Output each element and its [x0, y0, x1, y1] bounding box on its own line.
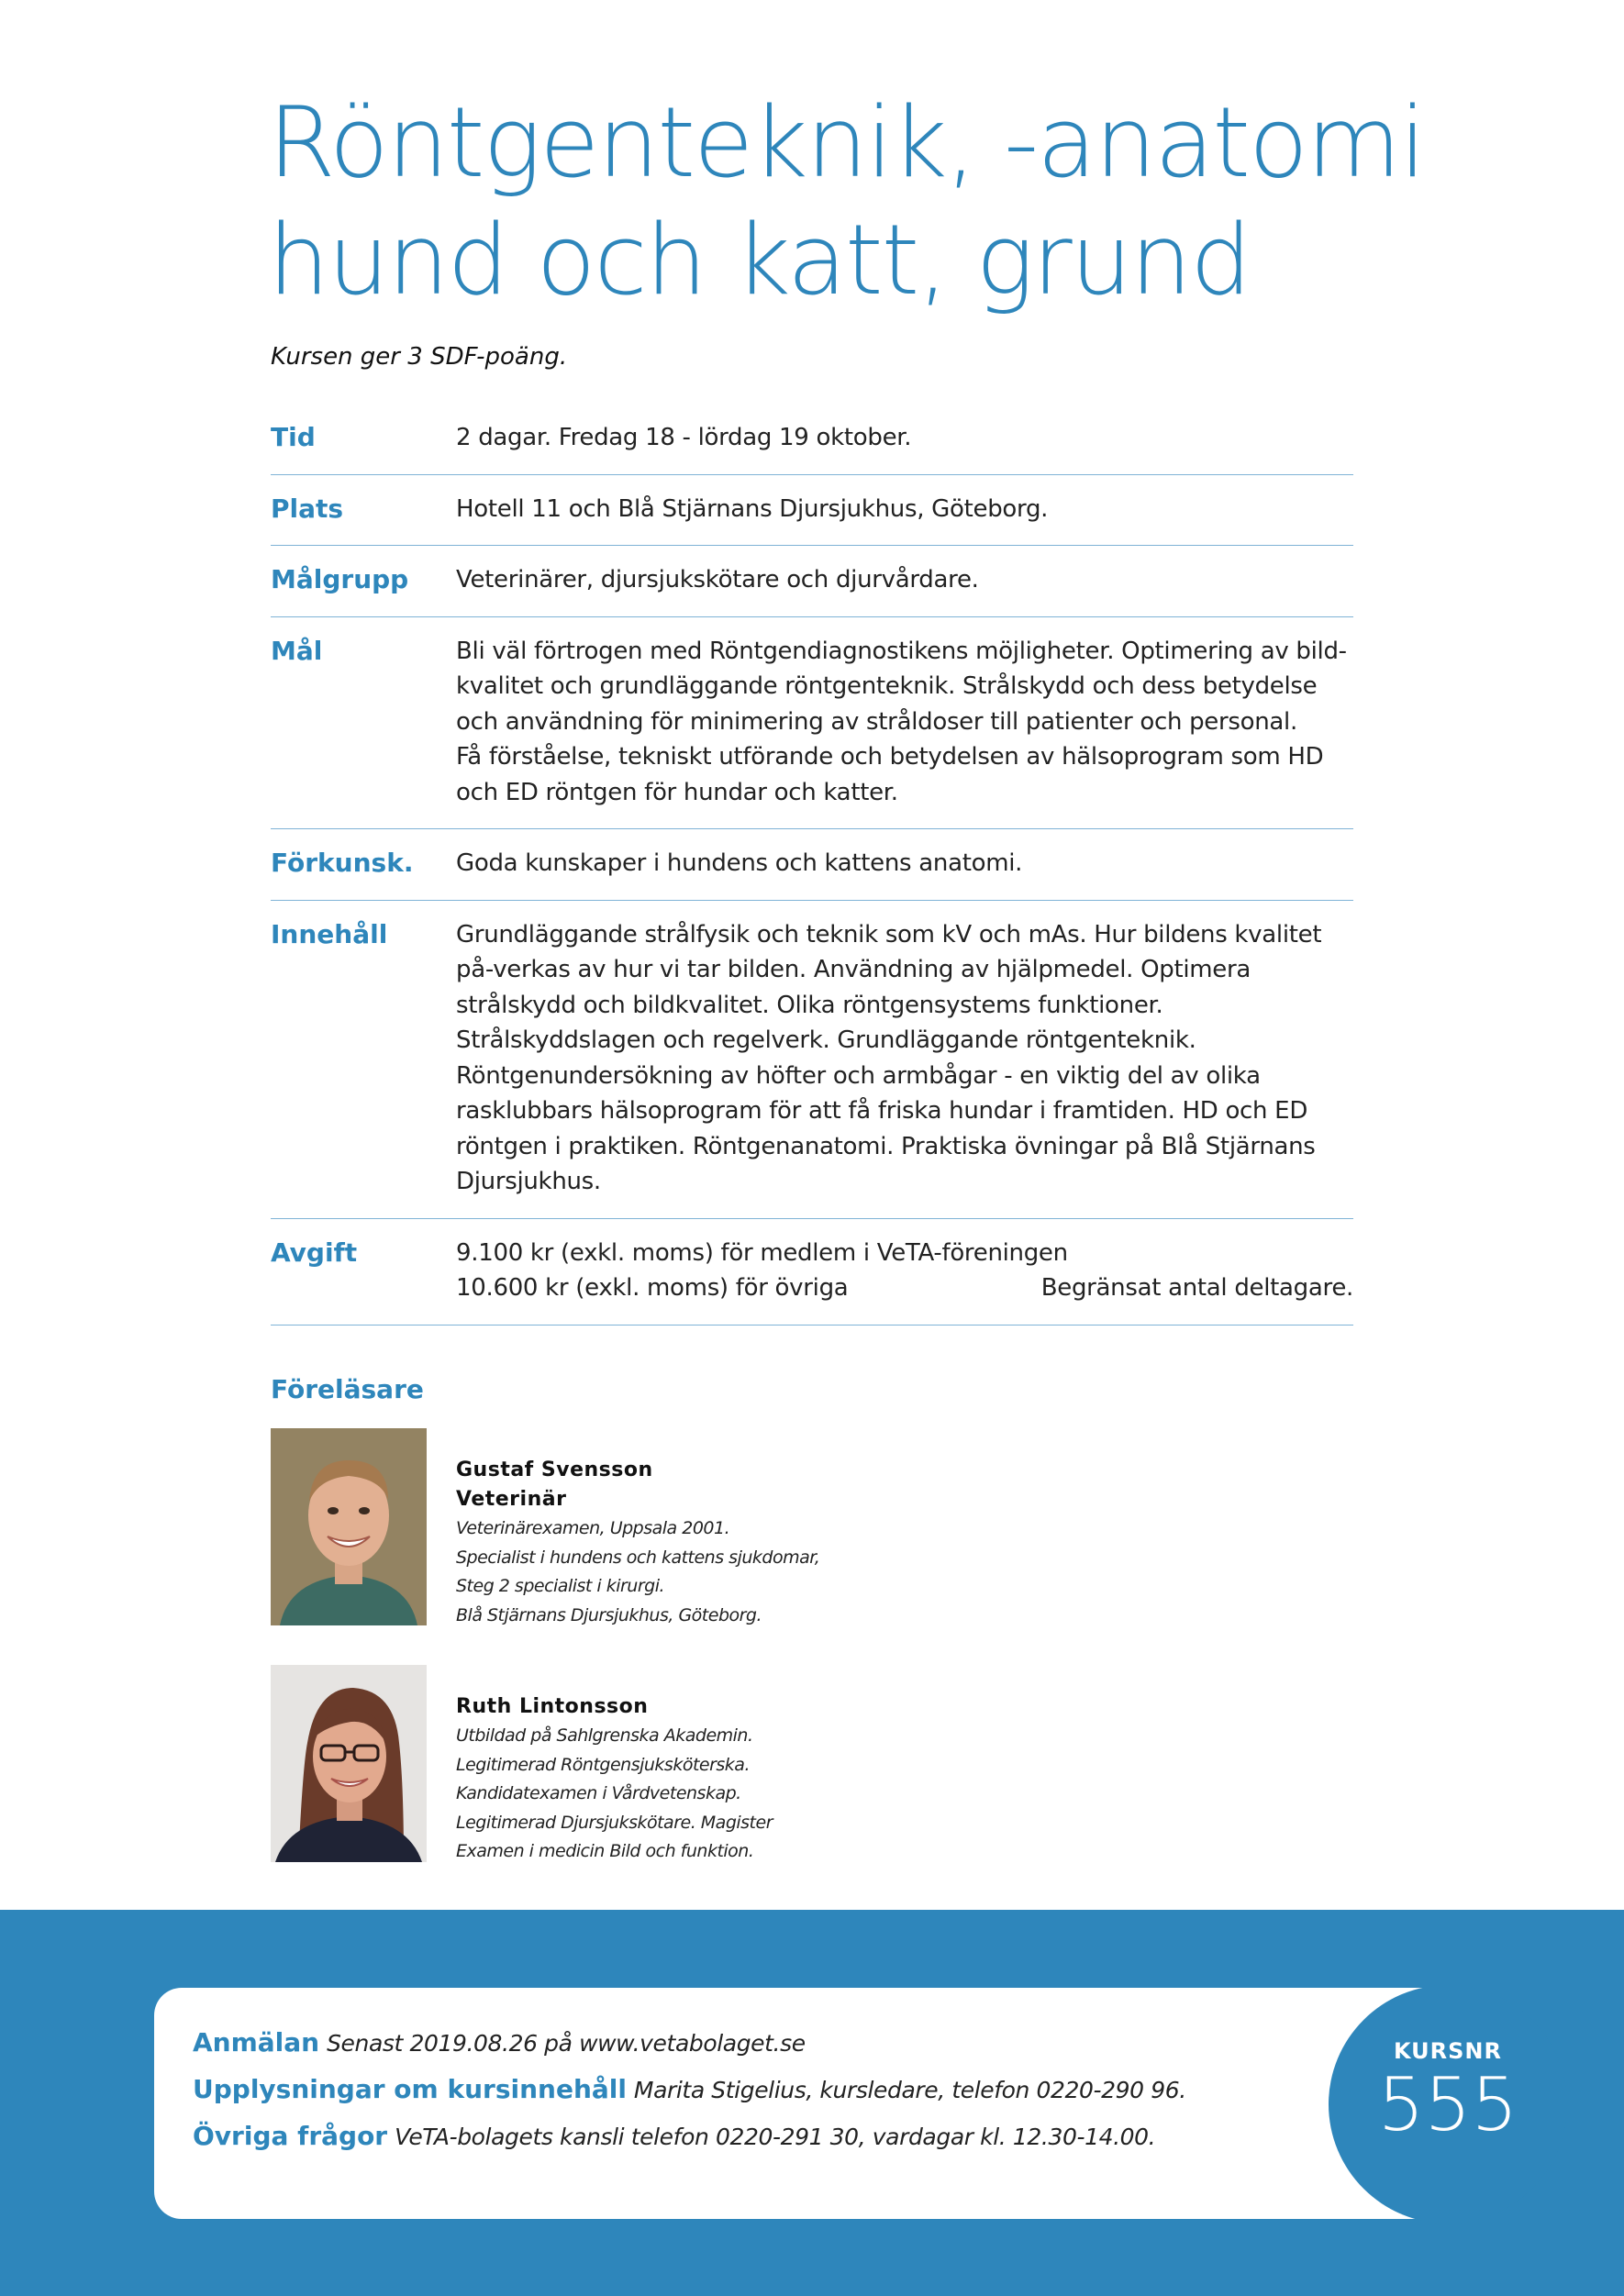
other-questions-line — [193, 2113, 1186, 2160]
row-plats — [271, 475, 1353, 547]
row-value: Grundläggande strålfysik och teknik som kV och mAs. Hur bildens kvalitet på-verkas av hur vi tar bilden. Användning av hjälpmedel. Optimera strålskydd och bildkvalitet. Olika röntgensystems funktioner. Strålskyddslagen och regelverk. Grundläggande röntgenteknik. Röntgenundersökning av höfter och armbågar - en viktig del av olika rasklubbars hälsoprogram för att få friska hundar i framtiden. HD och ED röntgen i praktiken. Röntgenanatomi. Praktiska övningar på Blå Stjärnans Djursjukhus. — [456, 920, 1322, 1195]
footer-band — [0, 1910, 1624, 2296]
fee-member: 9.100 kr (exkl. moms) för medlem i VeTA-föreningen — [456, 1238, 1068, 1267]
row-label: Mål — [271, 635, 323, 666]
other-questions-value: VeTA-bolagets kansli telefon 0220-291 30, vardagar kl. 12.30-14.00. — [395, 2124, 1156, 2150]
portrait-icon — [271, 1428, 427, 1625]
mal-paragraph-2: Få förståelse, tekniskt utförande och betydelsen av hälsoprogram som HD och ED röntgen för hundar och katter. — [456, 743, 1324, 806]
registration-line — [193, 2020, 1186, 2067]
row-tid — [271, 404, 1353, 475]
title-line-2: hund och katt, grund — [268, 204, 1251, 316]
page-title — [268, 84, 1461, 319]
row-value: Goda kunskaper i hundens och kattens anatomi. — [456, 849, 1023, 877]
course-info-line — [193, 2067, 1186, 2113]
lecturer-detail: Veterinärexamen, Uppsala 2001. — [456, 1518, 730, 1538]
lecturer-info — [456, 1456, 1098, 1630]
lecturer-detail: Steg 2 specialist i kirurgi. — [456, 1576, 665, 1596]
row-value: Hotell 11 och Blå Stjärnans Djursjukhus, Göteborg. — [456, 494, 1049, 523]
lecturer-detail: Examen i medicin Bild och funktion. — [456, 1841, 754, 1861]
lecturer-detail: Blå Stjärnans Djursjukhus, Göteborg. — [456, 1604, 762, 1625]
lecturer-photo — [271, 1428, 427, 1625]
registration-label: Anmälan — [193, 2027, 320, 2058]
row-label: Tid — [271, 422, 316, 452]
course-number-value: 555 — [1377, 2062, 1518, 2147]
registration-value: Senast 2019.08.26 på www.vetabolaget.se — [327, 2030, 806, 2057]
lecturer-role: Veterinär — [456, 1488, 567, 1511]
lecturer-photo — [271, 1665, 427, 1862]
course-info-table — [271, 404, 1353, 1325]
row-label: Plats — [271, 493, 344, 524]
lecturers-heading: Föreläsare — [271, 1374, 424, 1404]
course-info-label: Upplysningar om kursinnehåll — [193, 2074, 627, 2104]
other-questions-label: Övriga frågor — [193, 2121, 388, 2151]
course-number — [1329, 2038, 1567, 2146]
row-avgift — [271, 1219, 1353, 1325]
row-label: Målgrupp — [271, 564, 409, 594]
row-label: Innehåll — [271, 918, 388, 949]
contact-lines — [193, 2020, 1186, 2160]
title-line-1: Röntgenteknik, -anatomi — [268, 86, 1425, 199]
row-value: 2 dagar. Fredag 18 - lördag 19 oktober. — [456, 424, 912, 451]
limited-seats-note: Begränsat antal deltagare. — [1040, 1274, 1353, 1302]
lecturer-detail: Specialist i hundens och kattens sjukdomar, — [456, 1547, 820, 1568]
fee-line — [456, 1270, 1353, 1306]
row-label: Förkunsk. — [271, 848, 414, 878]
lecturer-detail: Legitimerad Röntgensjuksköterska. — [456, 1754, 750, 1775]
row-value — [456, 1236, 1353, 1306]
portrait-icon — [271, 1665, 427, 1862]
lecturer-detail: Legitimerad Djursjukskötare. Magister — [456, 1812, 773, 1833]
lecturer-info — [456, 1692, 1098, 1867]
course-info-value: Marita Stigelius, kursledare, telefon 0220-290 96. — [633, 2077, 1186, 2103]
lecturer-name: Ruth Lintonsson — [456, 1695, 649, 1718]
lecturer-detail: Kandidatexamen i Vårdvetenskap. — [456, 1783, 741, 1803]
row-innehall — [271, 901, 1353, 1219]
row-forkunsk — [271, 829, 1353, 901]
mal-paragraph-1: Bli väl förtrogen med Röntgendiagnostikens möjligheter. Optimering av bild-kvalitet och grundläggande röntgenteknik. Strålskydd och dess betydelse och användning för minimering av stråldoser till patienter och personal. — [456, 637, 1347, 736]
row-value: Veterinärer, djursjukskötare och djurvårdare. — [456, 566, 979, 593]
row-value — [456, 634, 1353, 811]
lecturer-name: Gustaf Svensson — [456, 1459, 653, 1481]
fee-others: 10.600 kr (exkl. moms) för övriga — [456, 1274, 849, 1302]
credits-note: Kursen ger 3 SDF-poäng. — [271, 343, 568, 371]
row-label: Avgift — [271, 1237, 358, 1268]
course-number-label: KURSNR — [1394, 2038, 1502, 2064]
row-malgrupp — [271, 546, 1353, 617]
row-mal — [271, 617, 1353, 830]
lecturer-detail: Utbildad på Sahlgrenska Akademin. — [456, 1725, 753, 1746]
